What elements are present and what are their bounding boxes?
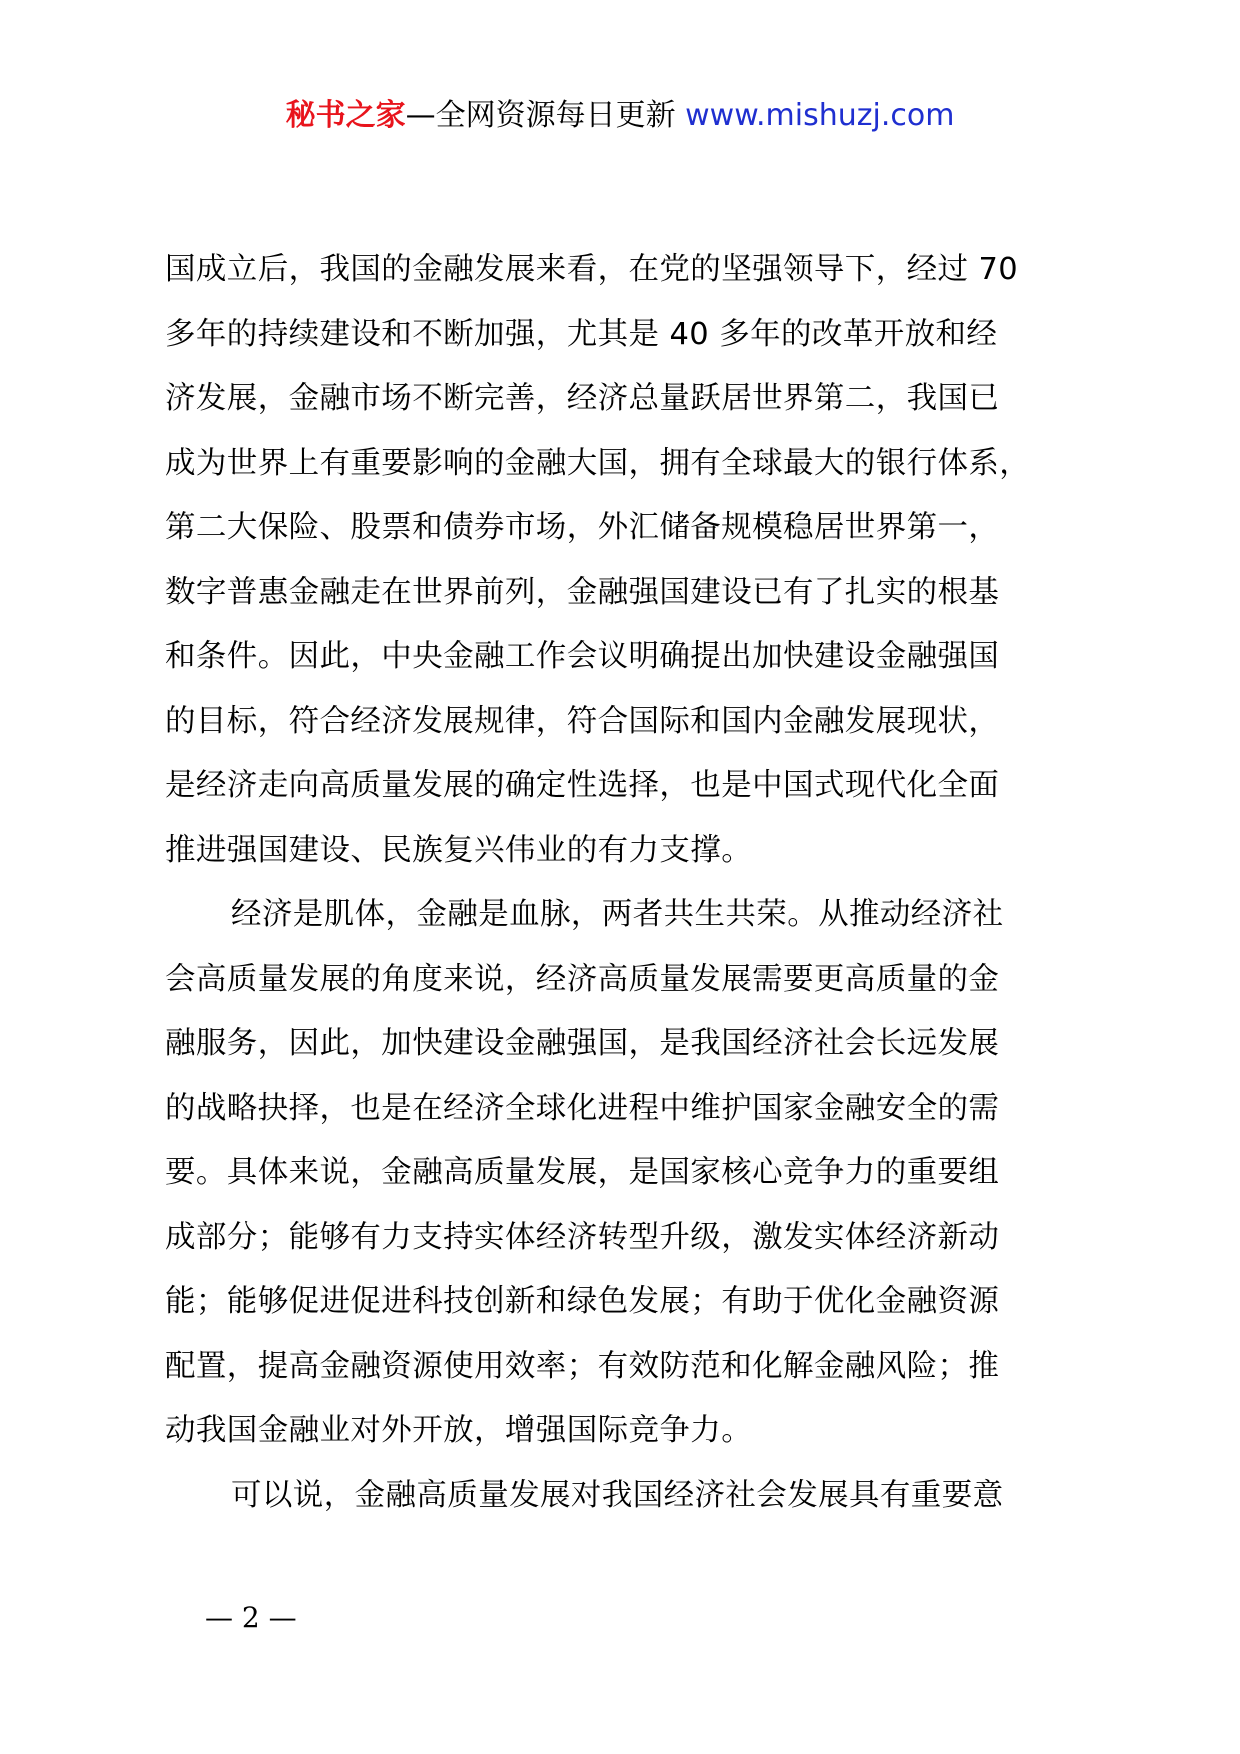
text-line: 要。具体来说，金融高质量发展，是国家核心竞争力的重要组 — [165, 1155, 1000, 1190]
text-line: 第二大保险、股票和债券市场，外汇储备规模稳居世界第一， — [165, 510, 1000, 545]
text-line: 济发展，金融市场不断完善，经济总量跃居世界第二，我国已 — [165, 381, 1000, 416]
text-line: 的战略抉择，也是在经济全球化进程中维护国家金融安全的需 — [165, 1090, 1000, 1126]
text-line: 多年的持续建设和不断加强，尤其是 40 多年的改革开放和经 — [165, 316, 998, 352]
paragraph-start-line: 经济是肌体，金融是血脉，两者共生共荣。从推动经济社 — [231, 897, 1004, 932]
text-line: 和条件。因此，中央金融工作会议明确提出加快建设金融强国 — [165, 639, 1000, 674]
text-line: 推进强国建设、民族复兴伟业的有力支撑。 — [165, 832, 753, 868]
text-line: 配置，提高金融资源使用效率；有效防范和化解金融风险；推 — [165, 1348, 1000, 1384]
text-line: 是经济走向高质量发展的确定性选择，也是中国式现代化全面 — [165, 768, 1000, 803]
text-line: 成为世界上有重要影响的金融大国，拥有全球最大的银行体系， — [165, 445, 1031, 481]
text-line: 成部分；能够有力支持实体经济转型升级，激发实体经济新动 — [165, 1219, 1000, 1255]
document-body — [165, 238, 1085, 1528]
site-header — [0, 96, 1240, 136]
text-line: 动我国金融业对外开放，增强国际竞争力。 — [165, 1413, 753, 1448]
site-tagline: —全网资源每日更新 — [405, 98, 686, 133]
text-line: 数字普惠金融走在世界前列，金融强国建设已有了扎实的根基 — [165, 574, 1000, 610]
text-line: 国成立后，我国的金融发展来看，在党的坚强领导下，经过 70 — [165, 252, 1019, 287]
site-brand: 秘书之家 — [285, 98, 406, 133]
text-line: 的目标，符合经济发展规律，符合国际和国内金融发展现状， — [165, 703, 1000, 739]
paragraph-start-line: 可以说，金融高质量发展对我国经济社会发展具有重要意 — [231, 1477, 1004, 1513]
site-url-link[interactable]: www.mishuzj.com — [685, 98, 955, 133]
text-line: 能；能够促进促进科技创新和绿色发展；有助于优化金融资源 — [165, 1284, 1000, 1319]
text-line: 融服务，因此，加快建设金融强国，是我国经济社会长远发展 — [165, 1026, 1000, 1061]
text-line: 会高质量发展的角度来说，经济高质量发展需要更高质量的金 — [165, 961, 1000, 997]
page-number: — 2 — — [205, 1601, 297, 1634]
